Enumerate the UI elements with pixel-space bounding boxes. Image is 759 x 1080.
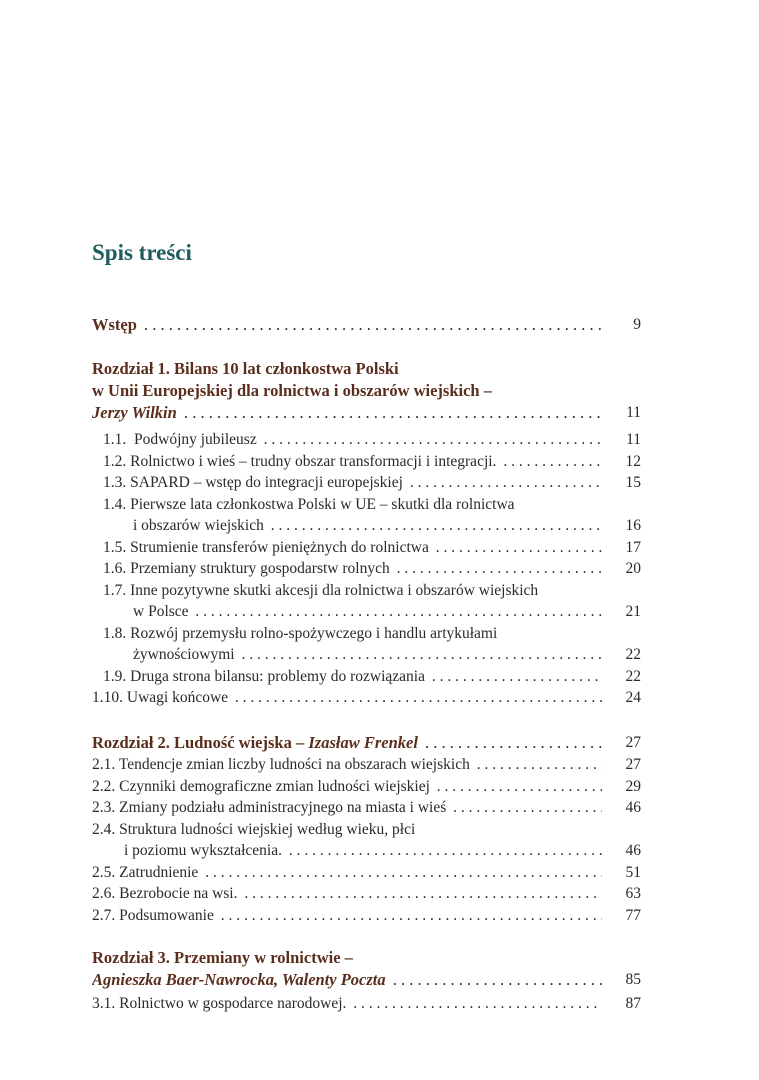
section-page: 16 xyxy=(625,517,641,534)
section-number: 1.6. xyxy=(103,560,127,577)
toc-sections-ch1 xyxy=(0,429,759,709)
section-page: 46 xyxy=(625,799,641,816)
toc-section-row[interactable] xyxy=(0,776,759,798)
section-page: 27 xyxy=(625,756,641,773)
toc-section-row[interactable] xyxy=(0,797,759,819)
section-page: 20 xyxy=(625,560,641,577)
chapter-heading-line: w Unii Europejskiej dla rolnictwa i obszarów wiejskich – xyxy=(92,381,492,400)
section-number: 3.1. xyxy=(92,995,116,1012)
chapter-heading-line: Rozdział 3. Przemiany w rolnictwie – xyxy=(92,948,353,967)
toc-section-row[interactable] xyxy=(0,580,759,602)
section-title: Zmiany podziału administracyjnego na miasta i wieś xyxy=(119,799,447,816)
section-page: 87 xyxy=(625,995,641,1012)
toc-section-row[interactable] xyxy=(0,558,759,580)
toc-chapter-1[interactable] xyxy=(0,358,759,424)
toc-section-row-cont[interactable] xyxy=(0,515,759,537)
intro-label: Wstęp xyxy=(92,315,140,334)
section-title: Rolnictwo i wieś – trudny obszar transformacji i integracji. xyxy=(130,452,497,470)
toc-section-row-cont[interactable] xyxy=(0,840,759,862)
section-number: 1.9. xyxy=(103,667,127,685)
toc-sections-ch2 xyxy=(0,754,759,926)
toc-sections-ch3 xyxy=(0,993,759,1015)
section-title: Bezrobocie na wsi. xyxy=(119,885,238,902)
chapter-page: 27 xyxy=(625,734,641,751)
toc-section-row[interactable] xyxy=(0,754,759,776)
toc-section-row[interactable] xyxy=(0,537,759,559)
intro-page: 9 xyxy=(633,316,641,333)
section-title: Podsumowanie xyxy=(119,906,214,924)
section-number: 2.6. xyxy=(92,885,116,902)
section-page: 63 xyxy=(625,885,641,902)
section-title: Zatrudnienie xyxy=(119,863,199,881)
toc-section-row[interactable] xyxy=(0,993,759,1015)
section-page: 22 xyxy=(625,667,641,685)
section-number: 1.7. xyxy=(103,581,127,599)
toc-section-row[interactable] xyxy=(0,862,759,884)
toc-section-row-cont[interactable] xyxy=(0,601,759,623)
chapter-author: Izasław Frenkel xyxy=(308,733,418,752)
section-title: Strumienie transferów pieniężnych do rolnictwa xyxy=(130,538,429,556)
chapter-heading-line: Rozdział 1. Bilans 10 lat członkostwa Polski xyxy=(92,359,399,378)
toc-section-row[interactable] xyxy=(0,472,759,494)
section-page: 17 xyxy=(625,538,641,556)
section-number: 2.2. xyxy=(92,777,116,795)
toc-section-row[interactable] xyxy=(0,883,759,905)
section-title-cont: i poziomu wykształcenia. xyxy=(124,842,285,859)
section-number: 1.5. xyxy=(103,538,127,556)
toc-chapter-3[interactable] xyxy=(0,947,759,991)
section-number: 1.8. xyxy=(103,624,127,642)
section-number: 1.10. xyxy=(92,689,123,706)
toc-section-row[interactable] xyxy=(0,666,759,688)
section-title: Struktura ludności wiejskiej według wieku, płci xyxy=(119,820,416,838)
section-title-cont: w Polsce xyxy=(133,603,192,620)
chapter-author: Agnieszka Baer-Nawrocka, Walenty Poczta xyxy=(92,970,389,989)
section-title: Uwagi końcowe xyxy=(126,689,229,706)
chapter-heading-line: Rozdział 2. Ludność wiejska – xyxy=(92,733,305,752)
section-page: 51 xyxy=(625,863,641,881)
section-page: 15 xyxy=(625,474,641,491)
section-page: 22 xyxy=(625,646,641,663)
section-title: Pierwsze lata członkostwa Polski w UE – skutki dla rolnictwa xyxy=(130,495,515,513)
toc-entry-intro[interactable] xyxy=(0,314,759,336)
section-page: 29 xyxy=(625,777,641,795)
section-number: 1.2. xyxy=(103,452,127,470)
toc-section-row-cont[interactable] xyxy=(0,644,759,666)
section-title: Przemiany struktury gospodarstw rolnych xyxy=(130,560,390,577)
section-title-cont: i obszarów wiejskich xyxy=(133,517,267,534)
toc-title: Spis treści xyxy=(92,240,192,265)
section-title: Rozwój przemysłu rolno-spożywczego i handlu artykułami xyxy=(130,624,498,642)
section-number: 2.7. xyxy=(92,906,116,924)
chapter-page: 11 xyxy=(626,404,641,421)
section-title: Inne pozytywne skutki akcesji dla rolnictwa i obszarów wiejskich xyxy=(130,581,539,599)
section-number: 1.1. xyxy=(103,431,127,448)
chapter-page: 85 xyxy=(625,971,641,988)
toc-section-row[interactable] xyxy=(0,494,759,516)
toc-chapter-2[interactable] xyxy=(0,732,759,754)
section-page: 11 xyxy=(626,431,641,448)
section-number: 2.3. xyxy=(92,799,116,816)
toc-section-row[interactable] xyxy=(0,687,759,709)
toc-section-row[interactable] xyxy=(0,623,759,645)
section-page: 77 xyxy=(625,906,641,924)
section-number: 1.3. xyxy=(103,474,127,491)
section-title-cont: żywnościowymi xyxy=(133,646,238,663)
section-number: 2.1. xyxy=(92,756,116,773)
toc-section-row[interactable] xyxy=(0,451,759,473)
section-title: Czynniki demograficzne zmian ludności wiejskiej xyxy=(119,777,430,795)
section-number: 2.5. xyxy=(92,863,116,881)
toc-section-row[interactable] xyxy=(0,819,759,841)
toc-section-row[interactable] xyxy=(0,429,759,451)
section-title: Rolnictwo w gospodarce narodowej. xyxy=(119,995,347,1012)
section-page: 12 xyxy=(625,452,641,470)
section-page: 21 xyxy=(625,603,641,620)
section-title: Druga strona bilansu: problemy do rozwiązania xyxy=(130,667,425,685)
section-page: 24 xyxy=(625,689,641,706)
section-number: 1.4. xyxy=(103,495,127,513)
section-number: 2.4. xyxy=(92,820,116,838)
toc-section-row[interactable] xyxy=(0,905,759,927)
section-title: SAPARD – wstęp do integracji europejskiej xyxy=(130,474,403,491)
section-page: 46 xyxy=(625,842,641,859)
chapter-author: Jerzy Wilkin xyxy=(92,403,180,422)
section-title: Tendencje zmian liczby ludności na obszarach wiejskich xyxy=(118,756,470,773)
section-title: Podwójny jubileusz xyxy=(134,431,257,448)
